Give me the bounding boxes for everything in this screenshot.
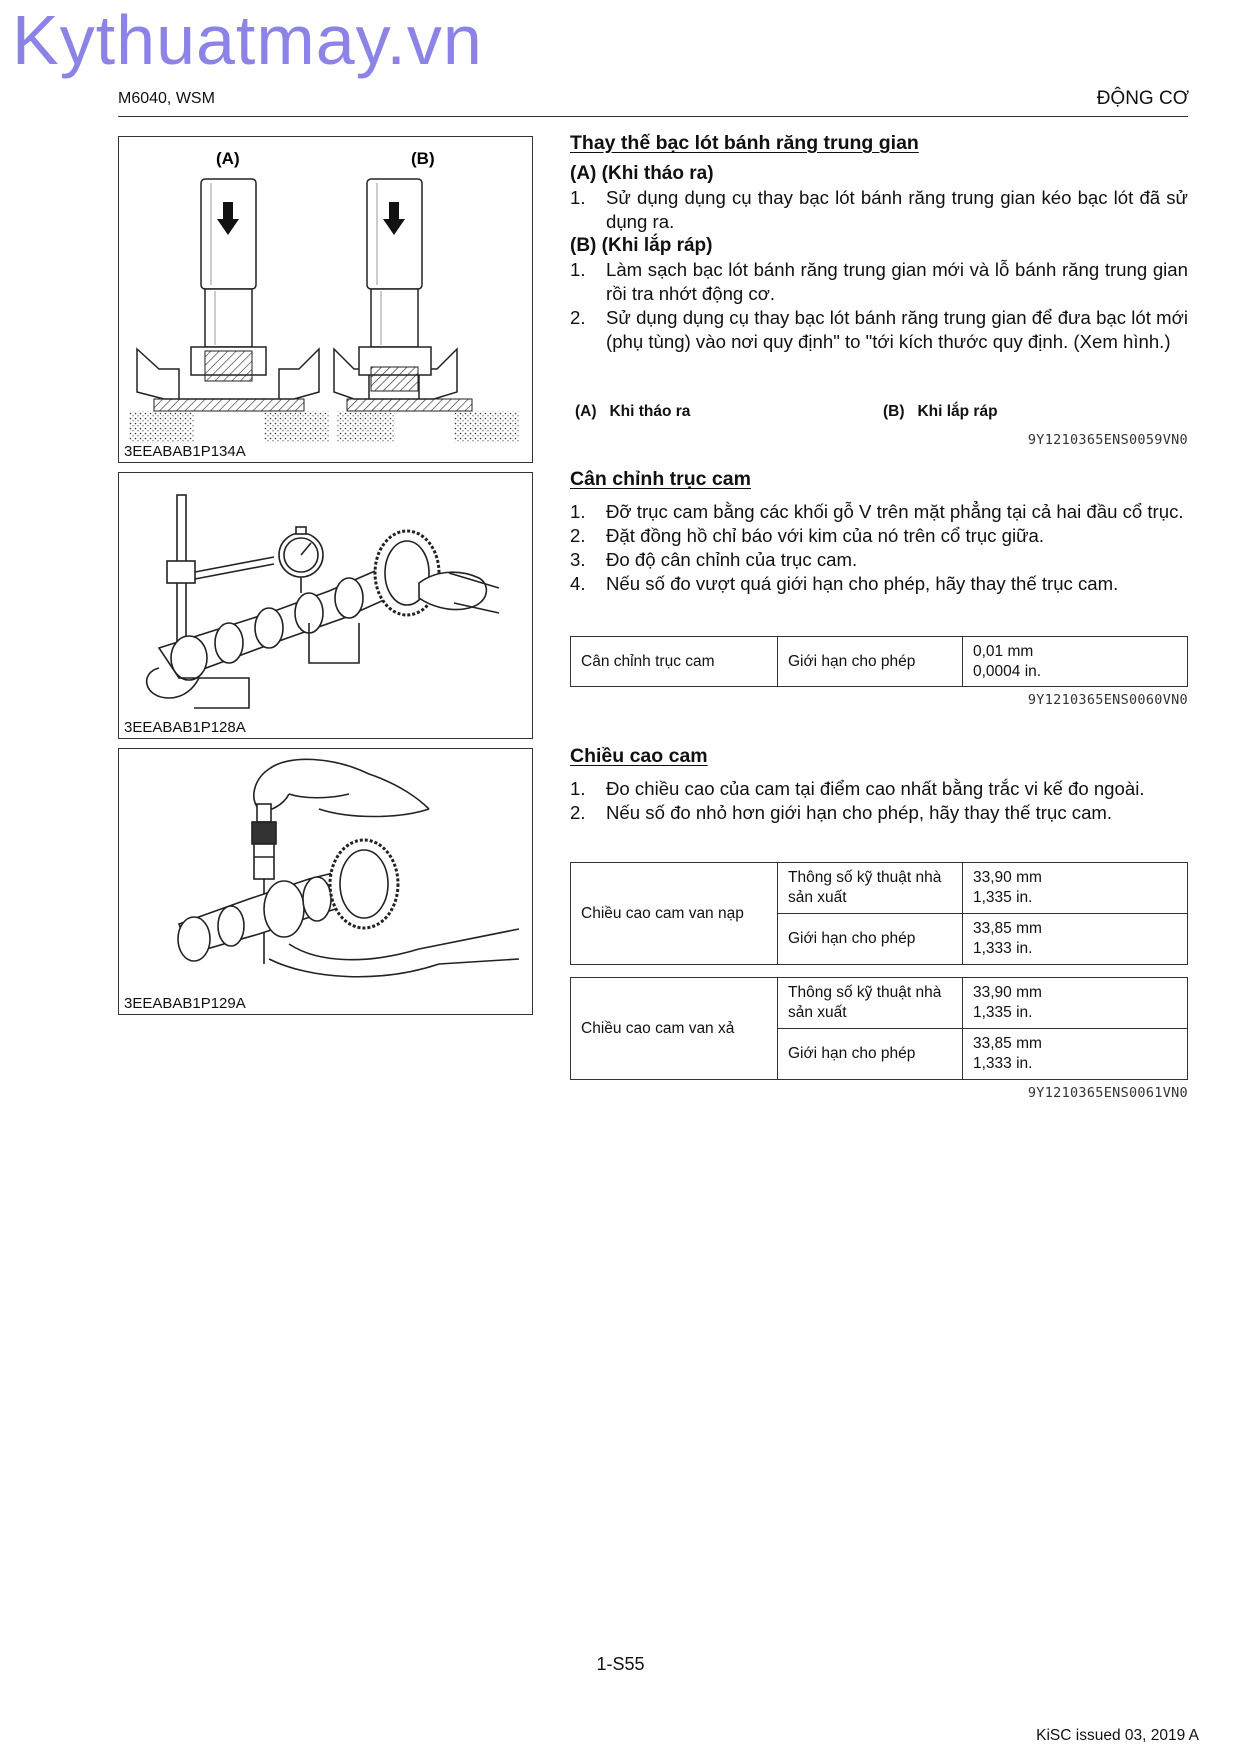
- spec-name: Chiều cao cam van xả: [571, 978, 778, 1080]
- list-item: 2. Đặt đồng hồ chỉ báo với kim của nó trên cổ trục giữa.: [570, 525, 1045, 546]
- camshaft-alignment-illustration: [119, 473, 532, 738]
- list-item: 1. Đo chiều cao của cam tại điểm cao nhất bằng trắc vi kế đo ngoài.: [570, 778, 1145, 799]
- figure-caption: 3EEABAB1P128A: [124, 719, 246, 736]
- page-number: 1-S55: [596, 1654, 645, 1674]
- reference-code: 9Y1210365ENS0061VN0: [1027, 1085, 1188, 1101]
- list-item: 1. Đỡ trục cam bằng các khối gỗ V trên mặt phẳng tại cả hai đầu cổ trục.: [570, 501, 1184, 522]
- intake-cam-height-table: [570, 862, 1188, 965]
- spec-label: Giới hạn cho phép: [778, 637, 963, 687]
- spec-name: Chiều cao cam van nạp: [571, 863, 778, 965]
- figure-caption: 3EEABAB1P129A: [124, 995, 246, 1012]
- list-item: 3. Đo độ cân chỉnh của trục cam.: [570, 549, 858, 570]
- section-title: Thay thế bạc lót bánh răng trung gian: [570, 132, 919, 154]
- issue-note: KiSC issued 03, 2019 A: [1036, 1727, 1199, 1744]
- figure-label-a: (A): [216, 149, 240, 168]
- limit-label: Giới hạn cho phép: [778, 1029, 963, 1080]
- header-model: M6040, WSM: [118, 90, 215, 107]
- section-camshaft-alignment: [570, 467, 1188, 596]
- subsection-b-title: (B) (Khi lắp ráp): [570, 235, 713, 256]
- section-idle-gear-bushing: [570, 131, 1188, 354]
- figure-caption: 3EEABAB1P134A: [124, 443, 246, 460]
- spec-name: Cân chỉnh trục cam: [571, 637, 778, 687]
- list-item: 2. Sử dụng dụng cụ thay bạc lót bánh răng trung gian để đưa bạc lót mới (phụ tùng) vào nơi quy định" to "tới kích thước quy định. (Xem hình.): [570, 307, 1188, 352]
- bushing-replacer-illustration: [119, 137, 532, 462]
- reference-code: 9Y1210365ENS0060VN0: [1027, 692, 1188, 708]
- section-title: Cân chỉnh trục cam: [570, 468, 751, 490]
- header-chapter: ĐỘNG CƠ: [1096, 88, 1189, 109]
- list-item: 1. Làm sạch bạc lót bánh răng trung gian mới và lỗ bánh răng trung gian rồi tra nhớt động cơ.: [570, 259, 1188, 304]
- tool-b: [334, 179, 519, 443]
- limit-value: 33,85 mm 1,333 in.: [963, 1029, 1188, 1080]
- reference-code: 9Y1210365ENS0059VN0: [1027, 432, 1188, 448]
- exhaust-cam-height-table: [570, 977, 1188, 1080]
- legend-b: (B) Khi lắp ráp: [883, 403, 998, 420]
- legend-a: (A) Khi tháo ra: [575, 403, 691, 420]
- figure-bushing-replacer: [118, 136, 533, 463]
- figure-label-b: (B): [411, 149, 435, 168]
- subsection-a-title: (A) (Khi tháo ra): [570, 163, 714, 184]
- list-item: 2. Nếu số đo nhỏ hơn giới hạn cho phép, hãy thay thế trục cam.: [570, 802, 1113, 823]
- list-item: 1. Sử dụng dụng cụ thay bạc lót bánh răng trung gian kéo bạc lót đã sử dụng ra.: [570, 187, 1188, 232]
- section-cam-height: [570, 744, 1188, 825]
- alignment-spec-table: [570, 636, 1188, 687]
- section-title: Chiều cao cam: [570, 745, 708, 767]
- figure-camshaft-alignment: [118, 472, 533, 739]
- figure-cam-height: [118, 748, 533, 1015]
- limit-label: Giới hạn cho phép: [778, 914, 963, 965]
- spec-value: 0,01 mm 0,0004 in.: [963, 637, 1188, 687]
- spec-value: 33,90 mm 1,335 in.: [963, 863, 1188, 914]
- tool-a: [129, 179, 329, 443]
- limit-value: 33,85 mm 1,333 in.: [963, 914, 1188, 965]
- spec-label: Thông số kỹ thuật nhà sản xuất: [778, 863, 963, 914]
- header-rule: [118, 116, 1188, 117]
- spec-label: Thông số kỹ thuật nhà sản xuất: [778, 978, 963, 1029]
- cam-height-illustration: [119, 749, 532, 1014]
- spec-value: 33,90 mm 1,335 in.: [963, 978, 1188, 1029]
- list-item: 4. Nếu số đo vượt quá giới hạn cho phép, hãy thay thế trục cam.: [570, 573, 1119, 594]
- watermark: Kythuatmay.vn: [12, 1, 483, 79]
